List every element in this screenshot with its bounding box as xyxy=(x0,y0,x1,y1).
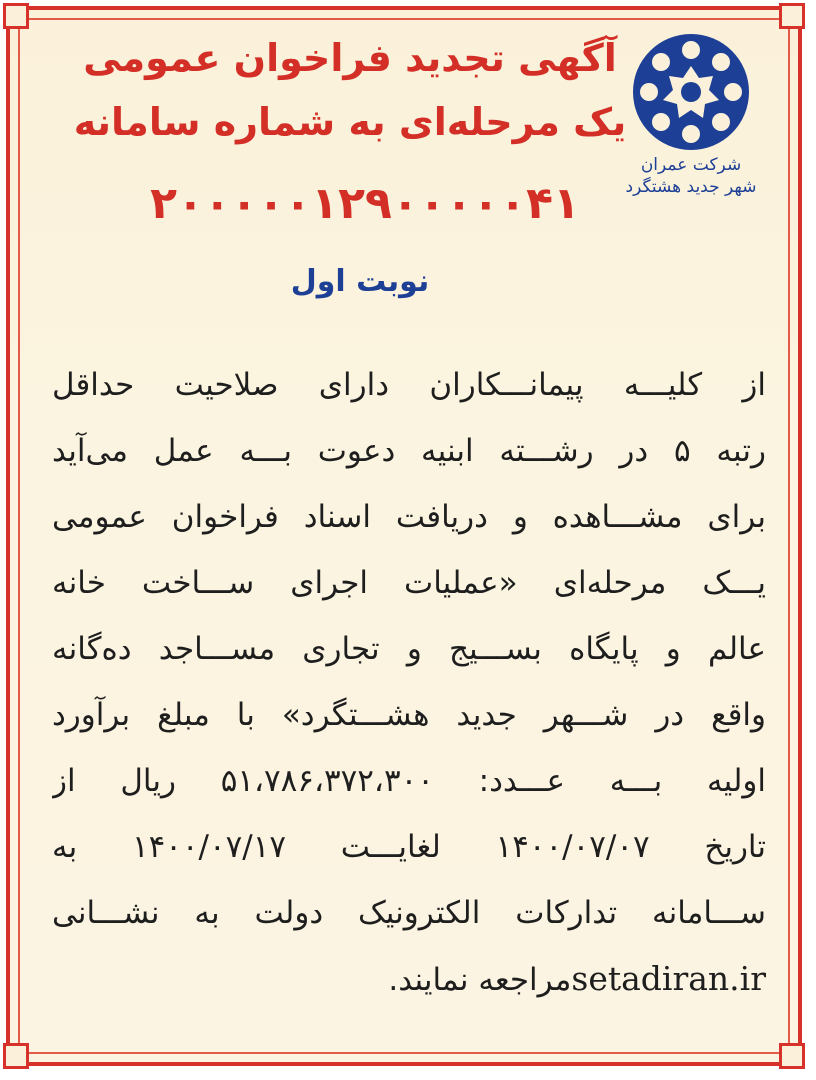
body-line: از کلیـــه پیمانـــکاران دارای صلاحیت حداقل xyxy=(52,367,766,403)
corner-ornament xyxy=(779,1043,805,1069)
body-line: برای مشـــاهده و دریافت اسناد فراخوان عمومی xyxy=(52,499,766,535)
title-line: آگهی تجدید فراخوان عمومی xyxy=(83,36,617,80)
title-line: یک مرحله‌ای به شماره سامانه xyxy=(73,100,627,144)
logo-city-name: شهر جدید هشتگرد xyxy=(625,177,757,197)
closing-text: مراجعه نمایند. xyxy=(388,962,572,998)
closing-line xyxy=(52,946,766,1012)
notice-body xyxy=(52,352,766,1012)
body-line: یـــک مرحله‌ای «عملیات اجرای ســـاخت خانه xyxy=(52,565,766,601)
corner-ornament xyxy=(3,3,29,29)
notice-title xyxy=(70,26,630,154)
tender-number: ۲۰۰۰۰۰۱۲۹۰۰۰۰۰۴۱ xyxy=(150,178,580,229)
company-emblem-icon xyxy=(629,30,753,154)
body-line: اولیه بـــه عـــدد: ۵۱،۷۸۶،۳۷۲،۳۰۰ ریال از xyxy=(52,763,766,799)
body-line: ســـامانه تدارکات الکترونیک دولت به نشـــانی xyxy=(52,895,766,931)
corner-ornament xyxy=(779,3,805,29)
publication-round: نوبت اول xyxy=(290,264,430,299)
body-line: تاریخ ۱۴۰۰/۰۷/۰۷ لغایـــت ۱۴۰۰/۰۷/۱۷ به xyxy=(52,829,766,865)
body-line: رتبه ۵ در رشـــته ابنیه دعوت بـــه عمل می‌آید xyxy=(52,433,766,469)
body-line: واقع در شـــهر جدید هشـــتگرد» با مبلغ برآورد xyxy=(52,697,766,733)
body-line: عالم و پایگاه بســـیج و تجاری مســـاجد ده‌گانه xyxy=(52,631,766,667)
company-logo xyxy=(606,30,776,198)
logo-company-name: شرکت عمران xyxy=(640,155,742,175)
corner-ornament xyxy=(3,1043,29,1069)
website-link[interactable]: setadiran.ir xyxy=(571,959,766,998)
